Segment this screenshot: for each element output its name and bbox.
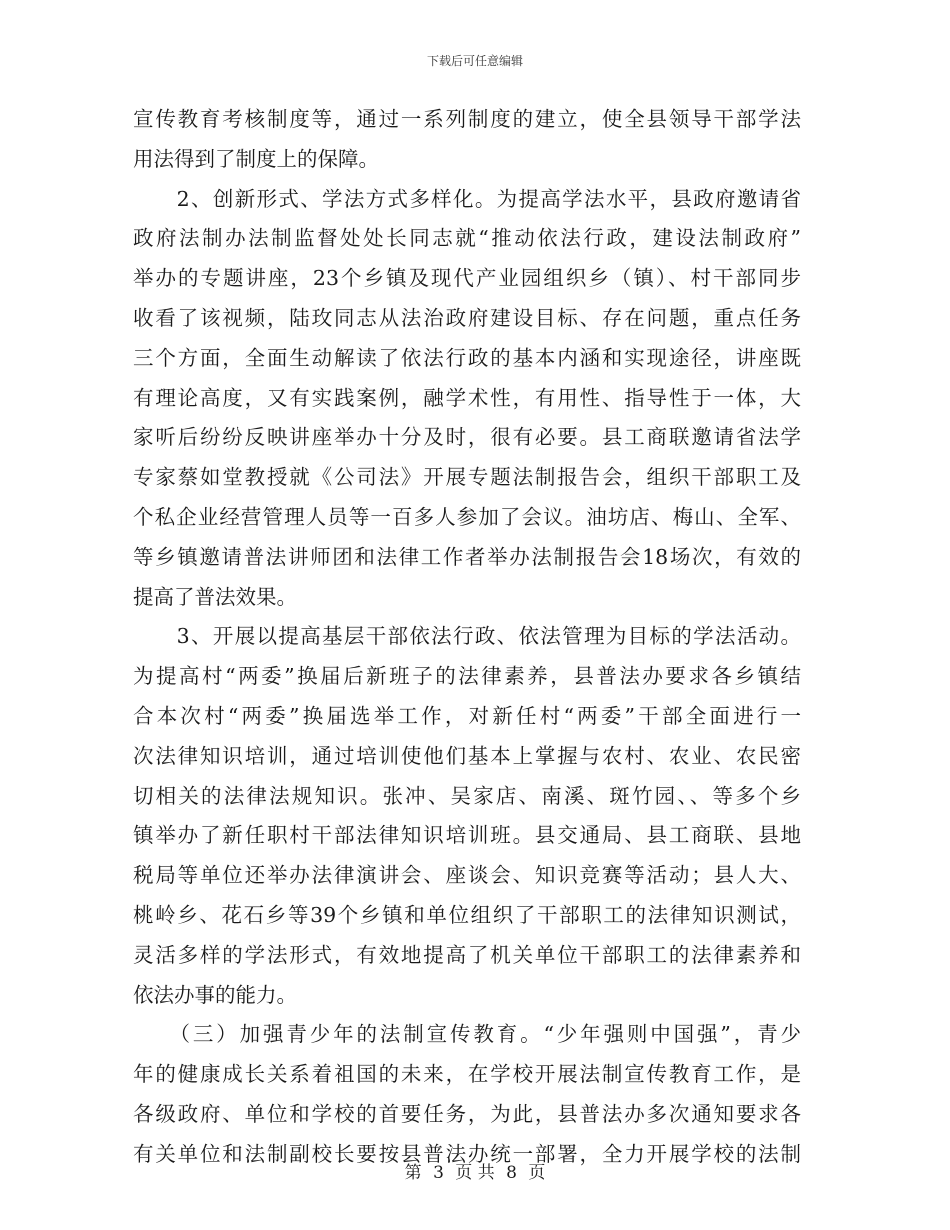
page-header: 下载后可任意编辑: [426, 54, 523, 68]
text-line: 2、创新形式、学法方式多样化。为提高学法水平，县政府邀请省: [133, 186, 801, 211]
text-line: 税局等单位还举办法律演讲会、座谈会、知识竞赛等活动；县人大、: [133, 863, 801, 888]
text-line: 宣传教育考核制度等，通过一系列制度的建立，使全县领导干部学法: [133, 107, 801, 131]
page-footer: [0, 1158, 950, 1183]
text-line: 家听后纷纷反映讲座举办十分及时，很有必要。县工商联邀请省法学: [133, 425, 801, 450]
text-line: 用法得到了制度上的保障。: [133, 146, 379, 171]
text-line: 灵活多样的学法形式，有效地提高了机关单位干部职工的法律素养和: [133, 942, 801, 967]
text-line: 镇举办了新任职村干部法律知识培训班。县交通局、县工商联、县地: [133, 823, 801, 848]
text-line: （三）加强青少年的法制宣传教育。“少年强则中国强”，青少: [133, 1022, 801, 1047]
text-line: 举办的专题讲座，23个乡镇及现代产业园组织乡（镇）、村干部同步: [133, 266, 801, 291]
current-page-number: 3: [433, 1163, 444, 1183]
text-line: 为提高村“两委”换届后新班子的法律素养，县普法办要求各乡镇结: [133, 664, 801, 689]
text-line: 提高了普法效果。: [133, 584, 297, 609]
text-line: 个私企业经营管理人员等一百多人参加了会议。油坊店、梅山、全军、: [133, 504, 801, 529]
text-line: 收看了该视频，陆玫同志从法治政府建设目标、存在问题，重点任务: [133, 305, 801, 330]
total-page-number: 8: [506, 1163, 517, 1183]
document-body: [133, 100, 801, 1175]
text-line: 专家蔡如堂教授就《公司法》开展专题法制报告会，组织干部职工及: [133, 465, 801, 490]
text-line: 各级政府、单位和学校的首要任务，为此，县普法办多次通知要求各: [133, 1101, 801, 1126]
text-line: 三个方面，全面生动解读了依法行政的基本内涵和实现途径，讲座既: [133, 345, 801, 370]
text-line: 年的健康成长关系着祖国的未来，在学校开展法制宣传教育工作，是: [133, 1062, 801, 1087]
text-line: 桃岭乡、花石乡等39个乡镇和单位组织了干部职工的法律知识测试，: [133, 902, 801, 927]
text-line: 合本次村“两委”换届选举工作，对新任村“两委”干部全面进行一: [133, 703, 801, 728]
footer-prefix: 第: [404, 1163, 422, 1183]
footer-suffix: 页: [528, 1163, 546, 1183]
text-line: 有理论高度，又有实践案例，融学术性，有用性、指导性于一体，大: [133, 385, 801, 410]
text-line: 等乡镇邀请普法讲师团和法律工作者举办法制报告会18场次，有效的: [133, 544, 801, 569]
text-line: 切相关的法律法规知识。张冲、吴家店、南溪、斑竹园、、等多个乡: [133, 783, 801, 808]
text-line: 有关单位和法制副校长要按县普法办统一部署，全力开展学校的法制: [133, 1141, 801, 1166]
text-line: 次法律知识培训，通过培训使他们基本上掌握与农村、农业、农民密: [133, 743, 801, 768]
text-line: 政府法制办法制监督处处长同志就“推动依法行政，建设法制政府”: [133, 226, 801, 251]
text-line: 依法办事的能力。: [133, 982, 297, 1007]
text-line: 3、开展以提高基层干部依法行政、依法管理为目标的学法活动。: [133, 624, 801, 649]
footer-middle: 页 共: [455, 1163, 495, 1183]
